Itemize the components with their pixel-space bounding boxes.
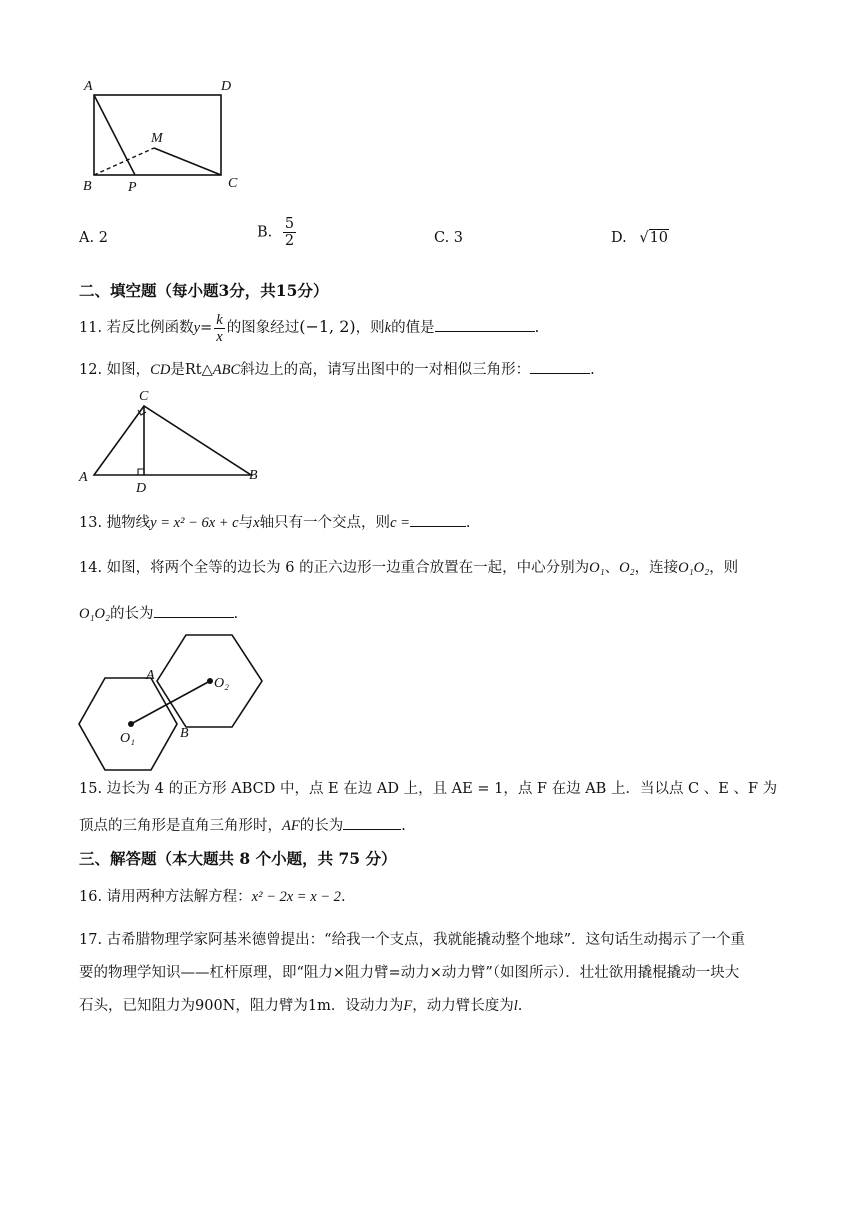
label-p: P [128,180,137,195]
question-11: 11. 若反比例函数y= $\frac{k}{x}$ 的图象经过(−1, 2)，则k的值是 . [79,311,540,345]
question-14-line-1: 14. 如图，将两个全等的边长为 6 的正六边形一边重合放置在一起，中心分别为O₁、O₂，连接O₁O₂，则 [79,560,739,576]
question-16: 16. 请用两种方法解方程：x² − 2x = x − 2. [79,889,346,905]
point-o1 [128,721,134,727]
answer-blank-14[interactable] [154,603,234,618]
label-a: A [79,470,88,485]
section-2-heading: 二、填空题（每小题3分，共15分） [79,281,329,300]
segment-mc [154,148,221,175]
answer-blank-13[interactable] [410,512,466,527]
question-12: 12. 如图，CD是Rt△ABC斜边上的高，请写出图中的一对相似三角形： . [79,359,595,380]
label-a: A [84,79,93,94]
label-m: M [151,131,163,146]
label-b: B [180,726,189,741]
question-17-line-3: 石头，已知阻力为900N，阻力臂为1m．设动力为F，动力臂长度为l. [79,998,523,1014]
question-17-line-1: 17. 古希腊物理学家阿基米德曾提出：“给我一个支点，我就能撬动整个地球”．这句话生动揭示了一个重 [79,932,745,948]
label-o1: O₁ [120,731,135,746]
figure-two-hexagons [74,630,270,778]
section-3-heading: 三、解答题（本大题共 8 个小题，共 75 分） [79,849,397,868]
right-angle-mark-c [138,410,146,415]
label-d: D [136,481,147,496]
label-c: C [139,389,149,404]
question-15-line-2: 顶点的三角形是直角三角形时，AF的长为 . [79,815,406,836]
figure-rectangle [78,74,248,196]
choice-a: A. 2 [79,230,108,246]
label-d: D [221,79,232,94]
answer-blank-12[interactable] [530,359,590,374]
segment-ap [94,95,135,175]
label-b: B [83,179,92,194]
question-17-line-2: 要的物理学知识——杠杆原理，即“阻力×阻力臂=动力×动力臂”（如图所示）．壮壮欲用撬棍撬动一块大 [79,965,740,981]
answer-blank-11[interactable] [435,317,535,332]
fraction-5-2: $\frac{5}{2}$ [284,216,295,249]
triangle-abc [94,406,251,475]
sqrt-symbol: √ [639,230,649,246]
fraction-k-x: $\frac{k}{x}$ [216,311,223,345]
question-15-line-1: 15. 边长为 4 的正方形 ABCD 中，点 E 在边 AD 上，且 AE = 1，点 F 在边 AB 上．当以点 C 、E 、F 为 [79,781,778,797]
point-o2 [207,678,213,684]
choice-b: B. $\frac{5}{2}$ [257,216,295,249]
right-angle-mark-d [138,469,144,475]
choice-d: D. √10 [611,230,669,246]
segment-o1o2 [131,681,210,724]
question-14-line-2: O₁O₂的长为 . [79,603,238,624]
figure-right-triangle [76,384,266,496]
label-c: C [228,176,238,191]
label-o2: O₂ [214,676,229,691]
question-13: 13. 抛物线y = x² − 6x + c与x轴只有一个交点，则c = . [79,512,471,533]
answer-blank-15[interactable] [343,815,401,830]
choice-c: C. 3 [434,230,464,246]
label-a: A [146,668,155,683]
label-b: B [249,468,258,483]
